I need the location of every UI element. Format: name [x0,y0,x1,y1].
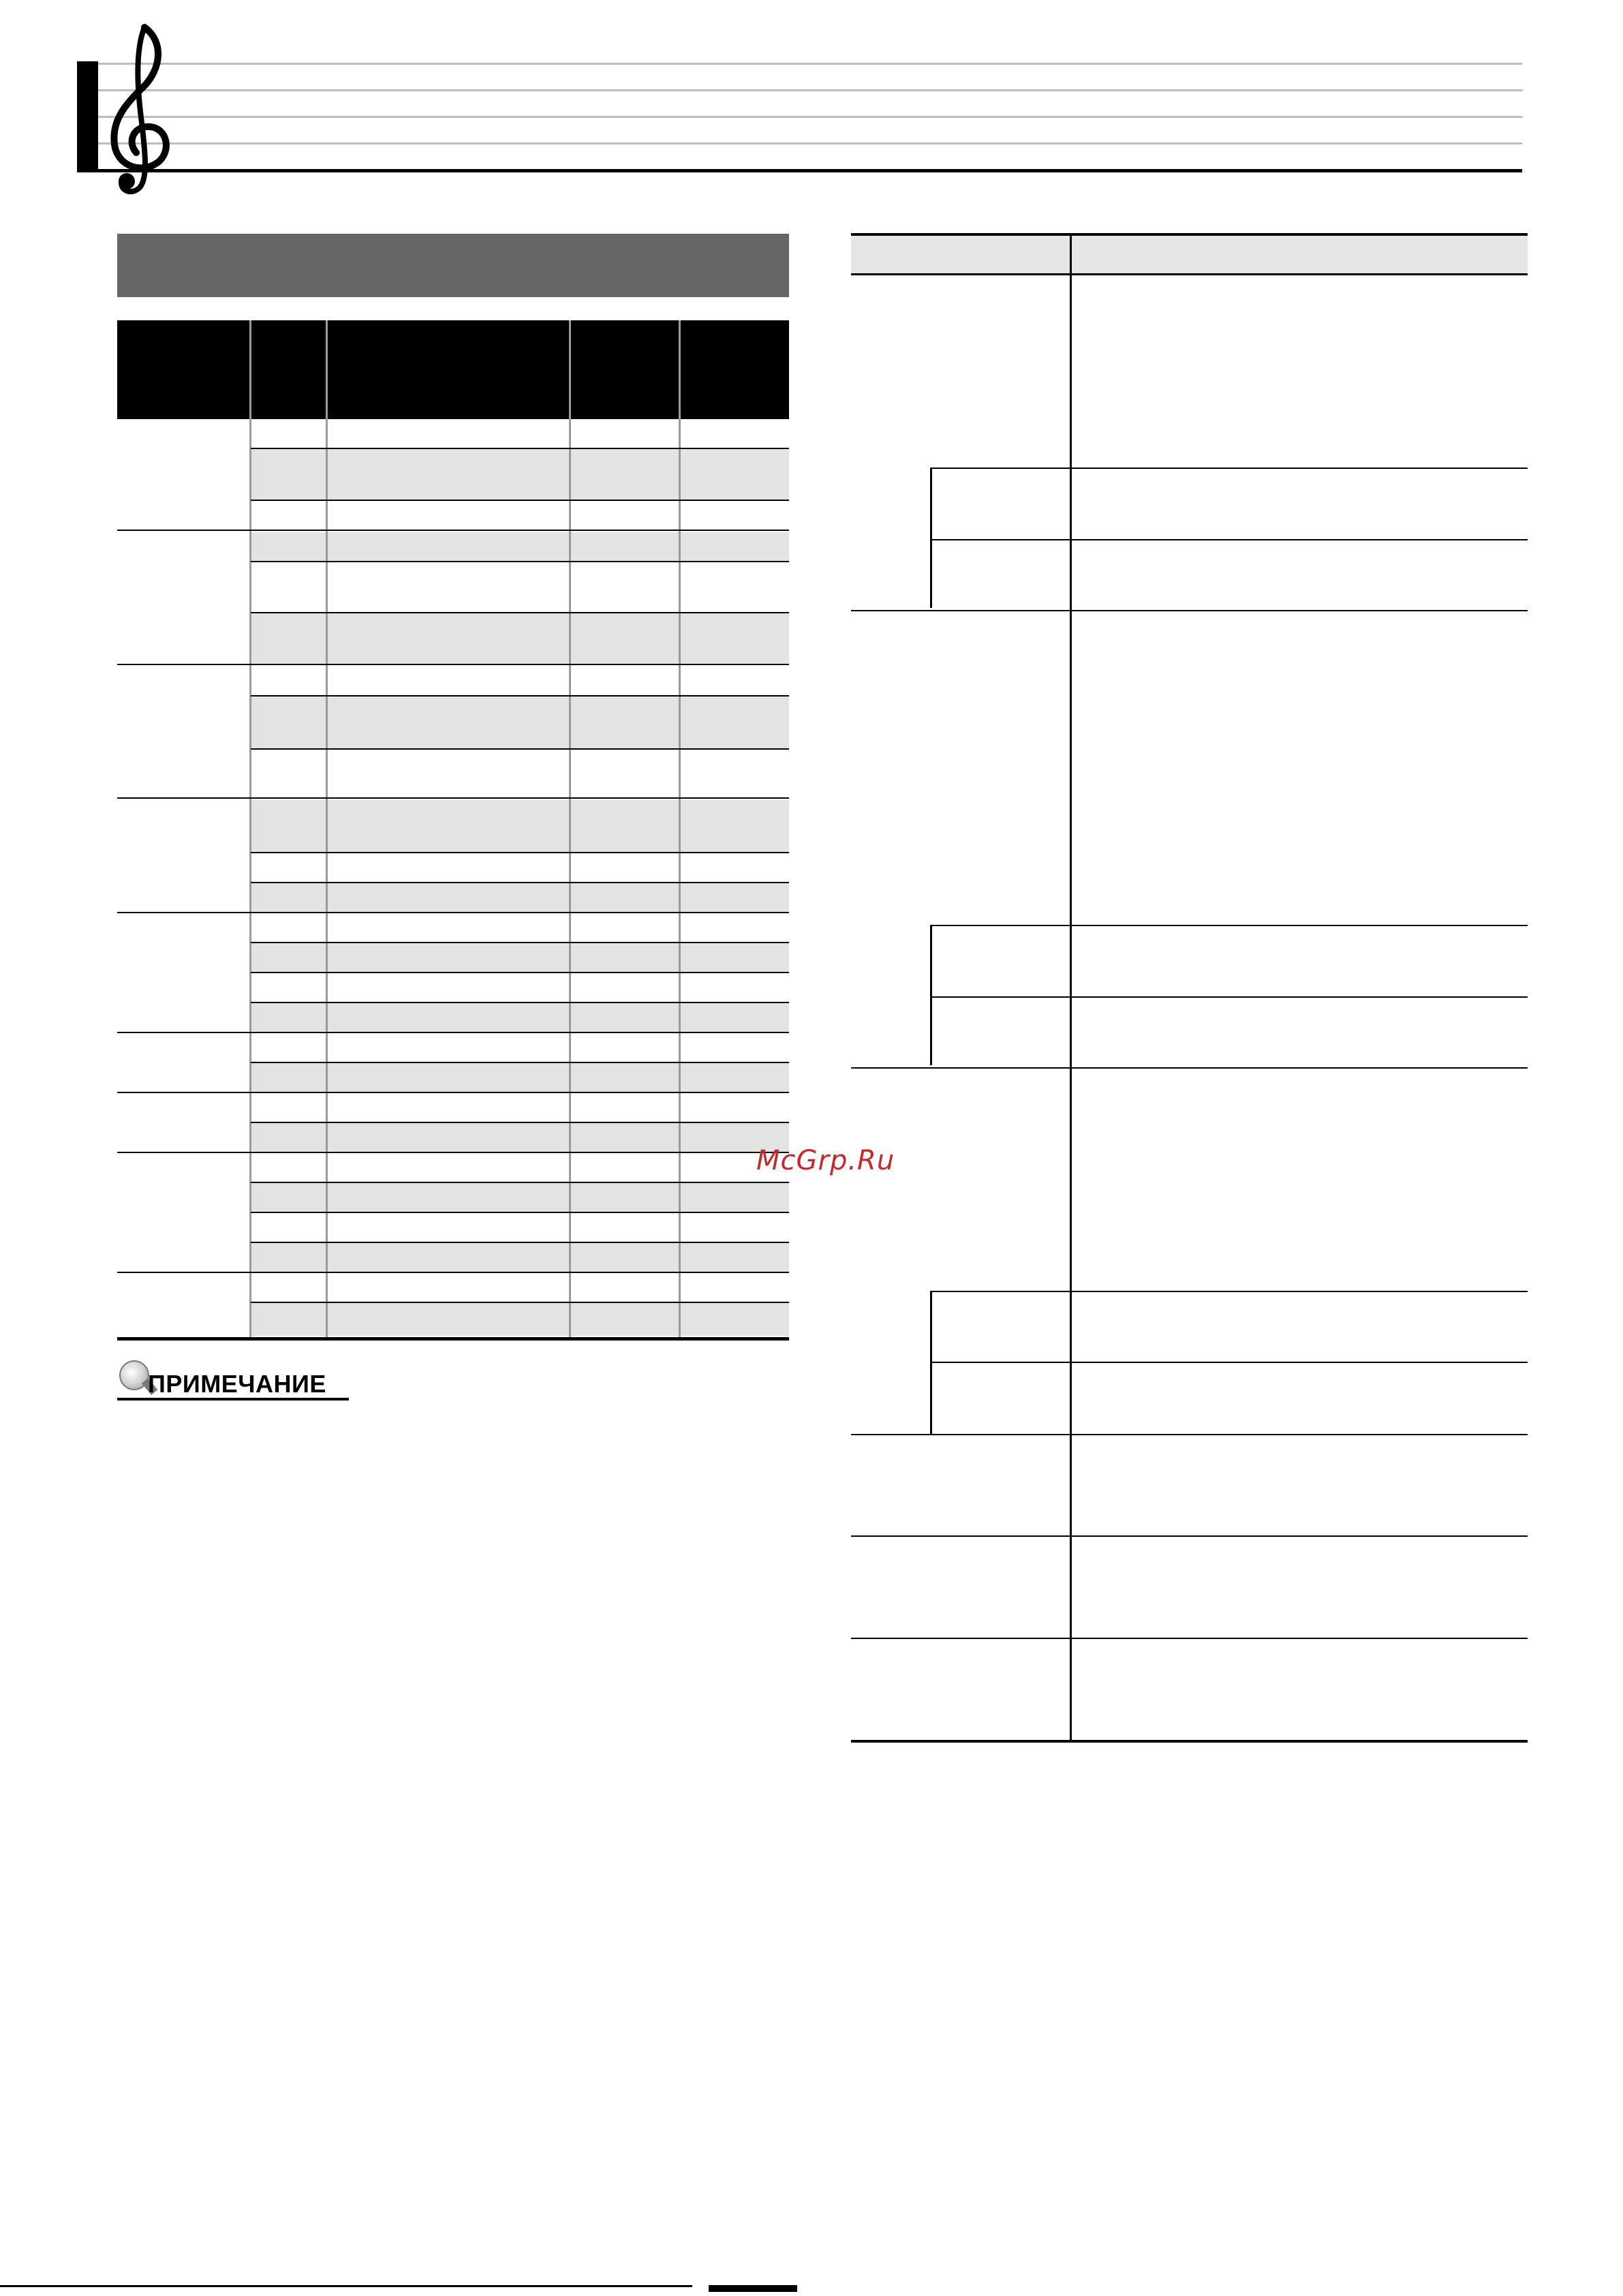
row-divider [930,1362,1528,1363]
right-table-header [851,233,1528,275]
row-divider [251,695,789,697]
row-divider [251,1182,789,1183]
row-divider [251,1242,789,1243]
column-divider [1070,233,1072,1741]
row-divider [851,1638,1528,1639]
row-divider [851,610,1528,611]
treble-clef-icon [102,20,177,198]
right-table-bottom-rule [851,1740,1528,1743]
column-divider [326,320,328,1341]
row-divider [251,1302,789,1303]
staff-bar [77,61,98,172]
row-divider [930,925,1528,926]
row-divider [251,448,789,449]
group-divider [117,1152,789,1153]
row-divider [251,561,789,562]
staff-line [98,142,1522,144]
table-row [251,449,789,500]
staff-line [98,116,1522,118]
row-divider [930,539,1528,540]
group-divider [117,530,789,531]
table-row [251,1303,789,1336]
staff-line [98,63,1522,65]
table-row [251,532,789,561]
group-divider [117,1272,789,1273]
row-divider [251,1212,789,1213]
sub-column-divider [930,925,932,1065]
table-header [117,320,789,419]
row-divider [251,942,789,943]
table-row [251,943,789,973]
row-divider [251,1062,789,1063]
column-divider [679,320,681,1341]
table-row [251,697,789,748]
group-divider [117,1032,789,1033]
group-divider [117,1092,789,1093]
group-divider [117,664,789,665]
table-row [251,1243,789,1273]
sub-column-divider [930,468,932,608]
table-row [251,1183,789,1213]
row-divider [930,468,1528,469]
table-row [251,1123,789,1153]
table-bottom-rule [117,1337,789,1341]
row-divider [851,1535,1528,1537]
row-divider [251,972,789,973]
table-row [251,800,789,852]
row-divider [251,500,789,501]
row-divider [251,852,789,853]
staff-bottom-line [77,169,1522,172]
page-number-mark [709,2280,797,2296]
row-divider [251,882,789,883]
row-divider [851,1434,1528,1435]
row-divider [251,748,789,750]
watermark: McGrp.Ru [756,1145,895,1176]
table-row [251,1003,789,1033]
footer-rule [0,2285,692,2287]
row-divider [251,1122,789,1123]
column-divider [249,320,251,1341]
column-divider [569,320,571,1341]
row-divider [930,996,1528,998]
table-row [251,613,789,664]
group-divider [117,912,789,913]
staff-line [98,89,1522,91]
row-divider [251,1002,789,1003]
table-row [251,883,789,913]
row-divider [251,612,789,613]
row-divider [851,1067,1528,1069]
group-divider [117,797,789,799]
table-row [251,1063,789,1093]
note-label: ПРИМЕЧАНИЕ [148,1370,326,1398]
section-title-band [117,234,789,297]
row-divider [930,1291,1528,1292]
